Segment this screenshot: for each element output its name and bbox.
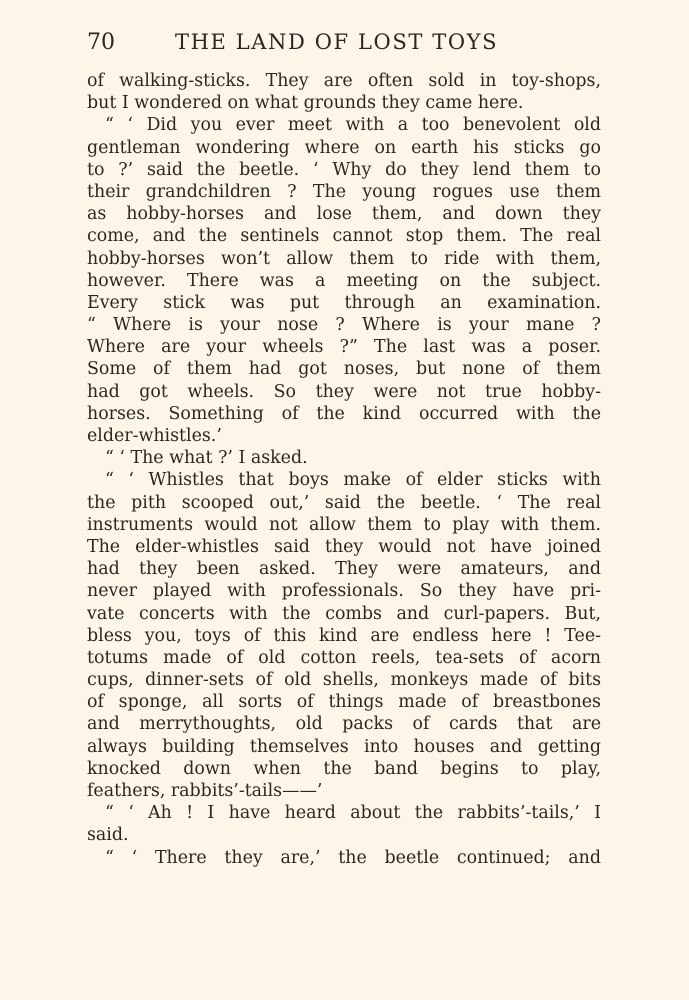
text-line: the pith scooped out,’ said the beetle. ‘ The real: [87, 492, 601, 513]
text-line: “ ‘ There they are,’ the beetle continued; and: [105, 847, 601, 868]
text-line: to ?’ said the beetle. ‘ Why do they lend them to: [87, 159, 601, 180]
text-line: had they been asked. They were amateurs, and: [87, 559, 601, 580]
text-line: never played with professionals. So they have pri-: [87, 581, 601, 602]
text-line: Every stick was put through an examination.: [87, 292, 601, 313]
page-number: 70: [87, 30, 115, 55]
text-line: gentleman wondering where on earth his sticks go: [87, 137, 601, 158]
text-line: Where are your wheels ?” The last was a poser.: [87, 337, 601, 358]
text-line: cups, dinner-sets of old shells, monkeys made of bits: [87, 670, 601, 691]
text-line: said.: [87, 825, 129, 846]
text-line: as hobby-horses and lose them, and down they: [87, 204, 601, 225]
text-line: and merrythoughts, old packs of cards that are: [87, 714, 601, 735]
text-line: “ ‘ Ah ! I have heard about the rabbits’-tails,’ I: [105, 803, 601, 824]
text-line: Some of them had got noses, but none of them: [87, 359, 601, 380]
text-line: their grandchildren ? The young rogues use them: [87, 181, 601, 202]
running-title: THE LAND OF LOST TOYS: [175, 30, 499, 54]
text-line: “ ‘ Whistles that boys make of elder sticks with: [105, 470, 601, 491]
text-line: bless you, toys of this kind are endless here ! Tee-: [87, 625, 601, 646]
text-line: hobby-horses won’t allow them to ride with them,: [87, 248, 601, 269]
text-line: knocked down when the band begins to play,: [87, 758, 601, 779]
text-line: come, and the sentinels cannot stop them. The real: [87, 226, 601, 247]
text-line: of sponge, all sorts of things made of breastbones: [87, 692, 601, 713]
text-line: had got wheels. So they were not true hobby-: [87, 381, 601, 402]
text-line: feathers, rabbits’-tails——’: [87, 781, 323, 801]
text-line: “ Where is your nose ? Where is your mane ?: [87, 315, 601, 336]
body-text: [87, 70, 601, 869]
text-line: “ ‘ The what ?’ I asked.: [105, 448, 308, 469]
text-line: but I wondered on what grounds they came here.: [87, 93, 524, 114]
text-line: of walking-sticks. They are often sold in toy-shops,: [87, 71, 601, 91]
text-line: The elder-whistles said they would not have joined: [87, 536, 601, 557]
text-line: “ ‘ Did you ever meet with a too benevolent old: [105, 115, 601, 136]
text-line: always building themselves into houses and getting: [87, 736, 601, 757]
text-line: vate concerts with the combs and curl-papers. But,: [87, 603, 601, 624]
text-line: horses. Something of the kind occurred with the: [87, 403, 601, 424]
text-line: totums made of old cotton reels, tea-sets of acorn: [87, 647, 601, 668]
page-header: [87, 30, 601, 60]
text-line: instruments would not allow them to play with them.: [87, 514, 601, 535]
text-line: elder-whistles.’: [87, 426, 222, 446]
text-line: however. There was a meeting on the subject.: [87, 270, 601, 291]
